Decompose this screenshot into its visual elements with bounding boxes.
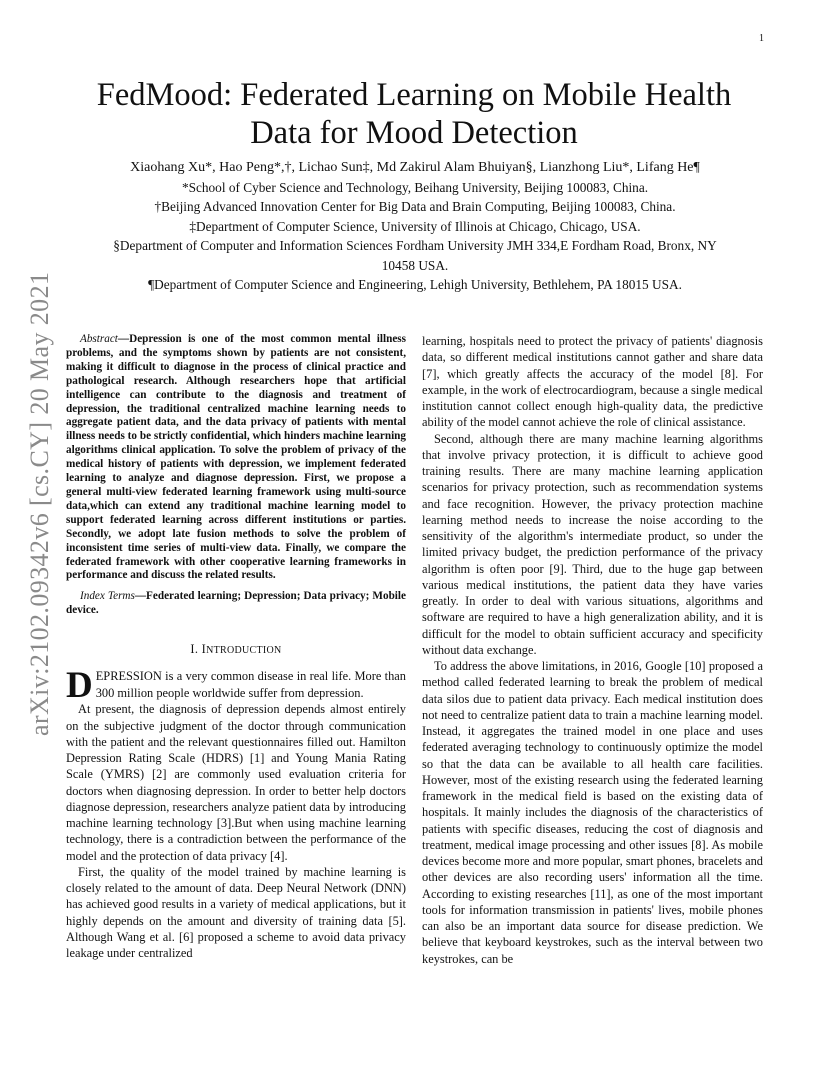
body-paragraph: To address the above limitations, in 2016, Google [10] proposed a method called federated learning to break the problem of medical data silos due to patient data privacy. Each medical institution does not need to centralize patient data to train a machine learning model. Instead, it aggregates the trained model in one place and uses federated averaging technology to continuously optimize the model so that the data can be available to all health care facilities. However, most of the existing research using the federated learning framework in the medical field is based on the existing data of hospitals. It mainly includes the diagnosis of the characteristics of patients with specific diseases, reducing the cost of diagnosis and treatment, medical image processing and other issues [8]. As mobile devices become more and more popular, smart phones, bracelets and other devices are also recording users' information all the time. According to existing researches [11], as one of the most important tools for information transmission in patients' lives, mobile phones can also be an important data source for disease prediction. We believe that keyboard keystrokes, such as the interval between two keystrokes, can be: [422, 659, 763, 966]
right-column: [422, 333, 763, 967]
index-terms: [66, 590, 406, 618]
intro-text: EPRESSION is a very common disease in real life. More than 300 million people worldwide suffer from depression.: [95, 669, 406, 700]
title-line-1: FedMood: Federated Learning on Mobile Health: [96, 77, 732, 113]
affiliation: †Beijing Advanced Innovation Center for Big Data and Brain Computing, Beijing 100083, China.: [154, 199, 676, 214]
left-column: [66, 333, 406, 961]
body-paragraph: First, the quality of the model trained by machine learning is closely related to the amount of data. Deep Neural Network (DNN) has achieved good results in a variety of medical applications, but it highly depends on the amount and diversity of training data [5]. Although Wang et al. [6] proposed a scheme to avoid data privacy leakage under centralized: [66, 864, 406, 961]
body-paragraph: learning, hospitals need to protect the privacy of patients' diagnosis data, so different medical institutions cannot gather and share data [7], which greatly affects the accuracy of the model [8]. For example, in the work of electrocardiogram, because a single medical institution cannot collect enough high-quality data, the predictive ability of the model cannot achieve the role of clinical assistance.: [422, 334, 763, 430]
affiliation: ¶Department of Computer Science and Engineering, Lehigh University, Bethlehem, PA 18015 USA.: [148, 277, 682, 292]
title-line-2: Data for Mood Detection: [250, 115, 578, 151]
paper-title: [70, 76, 758, 152]
body-paragraph: At present, the diagnosis of depression depends almost entirely on the subjective judgment of the doctor through communication with the patient and the relevant questionnaires filled out. Hamilton Depression Rating Scale (HDRS) [1] and Young Mania Rating Scale (YMRS) [2] are commonly used evaluation criteria for doctors when diagnosing depression. In order to better help doctors diagnose depression, researchers analyze patient data by introducing machine learning technology [3].But when using machine learning technology, there is a contradiction between the performance of the model and the protection of data privacy [4].: [66, 702, 406, 863]
body-paragraph: Second, although there are many machine learning algorithms that involve privacy protection, it is difficult to achieve good training results. There are many machine learning application scenarios for privacy protection, such as recommendation systems and face recognition. However, the privacy protection machine learning method needs to increase the noise according to the sensitivity of the algorithm's intermediate product, so under the limited privacy budget, the prediction performance of the privacy algorithm is often poor [9]. Third, due to the huge gap between various medical institutions, the patient data they have varies greatly. In order to deal with various situations, algorithms and software are required to have a high generalization ability, and it is difficult for the model to obtain sufficient accuracy and specificity without data exchange.: [422, 431, 763, 657]
section-number: I.: [190, 642, 202, 657]
affiliation: ‡Department of Computer Science, University of Illinois at Chicago, Chicago, USA.: [189, 218, 641, 234]
section-heading: [66, 641, 406, 659]
index-terms-label: Index Terms: [80, 590, 135, 603]
affiliation: *School of Cyber Science and Technology, Beihang University, Beijing 100083, China.: [181, 179, 649, 195]
drop-cap: D: [66, 668, 93, 702]
abstract-label: Abstract: [80, 333, 118, 345]
affiliation: §Department of Computer and Information Sciences Fordham University JMH 334,E Fordham Road, Bronx, NY: [113, 238, 717, 253]
abstract: [66, 333, 406, 583]
author-list: Xiaohang Xu*, Hao Peng*,†, Lichao Sun‡, Md Zakirul Alam Bhuiyan§, Lianzhong Liu*, Lifang He¶: [130, 160, 700, 175]
affiliation: 10458 USA.: [381, 257, 449, 273]
section-first-letter: I: [201, 642, 207, 657]
index-terms-text: —Federated learning; Depression; Data privacy; Mobile device.: [66, 590, 406, 617]
abstract-text: —Depression is one of the most common mental illness problems, and the symptoms shown by patients are not consistent, making it difficult to diagnose in the process of clinical practice and pathological research. Although researchers hope that artificial intelligence can contribute to the diagnosis and treatment of depression, the traditional centralized machine learning needs to aggregate patient data, and the data privacy of patients with mental illness needs to be strictly confidential, which hinders machine learning algorithms clinical application. To solve the problem of privacy of the medical history of patients with depression, we implement federated learning to analyze and diagnose depression. First, we propose a general multi-view federated learning framework using multi-source data,which can extend any traditional machine learning model to support federated learning across different institutions or parties. Secondly, we adopt late fusion methods to solve the problem of inconsistent time series of multi-view data. Finally, we compare the federated framework with other cooperative learning frameworks in performance and discuss the related results.: [66, 333, 406, 582]
page-number: 1: [759, 33, 764, 44]
author-block: [62, 158, 768, 295]
intro-paragraph: [66, 668, 406, 701]
section-title-rest: NTRODUCTION: [206, 645, 282, 657]
arxiv-stamp: arXiv:2102.09342v6 [cs.CY] 20 May 2021: [25, 271, 54, 736]
